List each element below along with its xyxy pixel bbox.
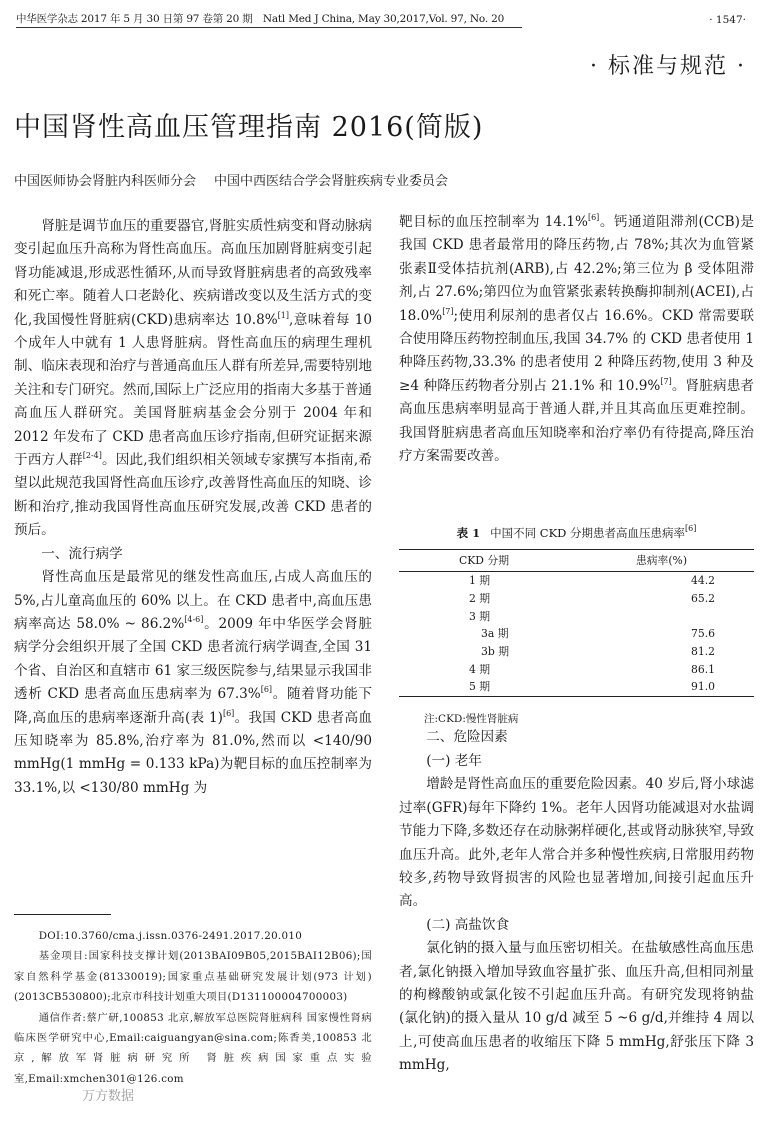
section-tag: · 标准与规范 · (590, 54, 746, 79)
article-title: 中国肾性高血压管理指南 2016(简版) (14, 112, 484, 143)
section-heading-risk-factors: 二、危险因素 (426, 729, 508, 746)
epidemiology-paragraph: 肾性高血压是最常见的继发性高血压,占成人高血压的 5%,占儿童高血压的 60% 以上。在 CKD 患者中,高血压患病率高达 58.0% ~ 86.2%[4-6]。2009 年中华医学会肾脏病学分会组织开展了全国 CKD 患者流行病学调查,全国 31 个省、自治区和直辖市 61 家三级医院参与,结果显示我国非透析 CKD 患者高血压患病率为 67.3%[6]。随着肾功能下降,高血压的患病率逐渐升高(表 1)[6]。我国 CKD 患者高血压知晓率为 85.8%,治疗率为 81.0%,然而以 <140/90 mmHg(1 mmHg = 0.133 kPa)为靶目标的血压控制率为 33.1%,以 <130/80 mmHg 为 (14, 569, 373, 796)
author-affiliations (14, 172, 448, 192)
column-header-stage: CKD 分期 (399, 550, 569, 572)
citation[interactable]: [7] (660, 376, 672, 386)
subheading-high-salt: (二) 高盐饮食 (426, 916, 510, 933)
table-row: 4 期 86.1 (469, 662, 716, 676)
running-header: 中华医学杂志 2017 年 5 月 30 日第 97 卷第 20 期 Natl Med J China, May 30,2017,Vol. 97, No. 20 (16, 12, 522, 28)
footnotes (14, 926, 372, 1089)
left-column (14, 215, 372, 800)
table-row: 1 期 44.2 (469, 574, 716, 588)
funding-note: 基金项目:国家科技支撑计划(2013BAI09B05,2015BAI12B06);国家自然科学基金(81330019);国家重点基础研究发展计划(973 计划)(2013CB530800);北京市科技计划重大项目(D131100004700003) (14, 950, 372, 1004)
table-row: 3b 期 81.2 (481, 645, 716, 659)
citation[interactable]: [4-6] (184, 614, 204, 624)
high-salt-paragraph: 氯化钠的摄入量与血压密切相关。在盐敏感性高血压患者,氯化钠摄入增加导致血容量扩张、血压升高,但相同剂量的枸橼酸钠或氯化铵不引起血压升高。有研究发现将钠盐(氯化钠)的摄入量从 10 g/d 减至 5 ~6 g/d,并维持 4 周以上,可使高血压患者的收缩压下降 5 mmHg,舒张压下降 3 mmHg, (399, 940, 754, 1074)
footnote-divider (14, 914, 111, 915)
table-row: 3 期 (469, 609, 491, 623)
column-header-prevalence: 患病率(%) (569, 550, 754, 572)
citation[interactable]: [6] (685, 524, 697, 533)
citation[interactable]: [1] (277, 310, 290, 320)
doi[interactable]: DOI:10.3760/cma.j.issn.0376-2491.2017.20.010 (38, 930, 303, 942)
ckd-hypertension-table (399, 549, 754, 697)
author-org-1: 中国医师协会肾脏内科医师分会 (14, 174, 197, 189)
intro-paragraph: 肾脏是调节血压的重要器官,肾脏实质性病变和肾动脉病变引起血压升高称为肾性高血压。高血压加剧肾脏病变引起肾功能减退,形成恶性循环,从而导致肾脏病患者的高致残率和死亡率。随着人口老龄化、疾病谱改变以及生活方式的变化,我国慢性肾脏病(CKD)患病率达 10.8%[1],意味着每 10 个成年人中就有 1 人患肾脏病。肾性高血压的病理生理机制、临床表现和治疗与普通高血压人群有所差异,需要特别地关注和专门研究。然而,国际上广泛应用的指南大多基于普通高血压人群研究。美国肾脏病基金会分别于 2004 年和 2012 年发布了 CKD 患者高血压诊疗指南,但研究证据来源于西方人群[2-4]。因此,我们组织相关领域专家撰写本指南,希望以此规范我国肾性高血压诊疗,改善肾性高血压的知晓、诊断和治疗,推动我国肾性高血压研究发展,改善 CKD 患者的预后。 (14, 218, 372, 539)
page-number: · 1547· (709, 14, 746, 26)
table-note: 注:CKD:慢性肾脏病 (424, 713, 519, 725)
citation[interactable]: [6] (587, 213, 600, 222)
table-caption: 表 1 中国不同 CKD 分期患者高血压患病率[6] (456, 524, 697, 540)
correspondence-note: 通信作者:蔡广研,100853 北京,解放军总医院肾脏病科 国家慢性肾病临床医学研究中心,Email:caiguangyan@sina.com;陈香美,100853 北京,解放军肾脏病研究所 肾脏疾病国家重点实验室,Email:xmchen301@126.com (14, 1011, 372, 1085)
citation[interactable]: [6] (260, 685, 273, 695)
subheading-elderly: (一) 老年 (426, 752, 482, 769)
citation[interactable]: [2-4] (82, 451, 102, 461)
continued-paragraph: 靶目标的血压控制率为 14.1%[6]。钙通道阻滞剂(CCB)是我国 CKD 患者最常用的降压药物,占 78%;其次为血管紧张素Ⅱ受体拮抗剂(ARB),占 42.2%;第三位为 β 受体阻滞剂,占 27.6%;第四位为血管紧张素转换酶抑制剂(ACEI),占 18.0%[7];使用利尿剂的患者仅占 16.6%。CKD 常需要联合使用降压药物控制血压,我国 34.7% 的 CKD 患者使用 1 种降压药物,33.3% 的患者使用 2 种降压药物,使用 3 种及 ≥4 种降压药物者分别占 21.1% 和 10.9%[7]。肾脏病患者高血压患病率明显高于普通人群,并且其高血压更难控制。我国肾脏病患者高血压知晓率和治疗率仍有待提高,降压治疗方案需要改善。 (399, 213, 755, 465)
elderly-paragraph: 增龄是肾性高血压的重要危险因素。40 岁后,肾小球滤过率(GFR)每年下降约 1%。老年人因肾功能减退对水盐调节能力下降,多数还存在动脉粥样硬化,甚或肾动脉狭窄,导致血压升高。此外,老年人常合并多种慢性疾病,日常服用药物较多,药物导致肾损害的风险也显著增加,间接引起血压升高。 (399, 776, 754, 910)
table-row: 3a 期 75.6 (481, 627, 716, 641)
citation[interactable]: [7] (442, 306, 454, 316)
citation[interactable]: [6] (222, 708, 235, 718)
table-row: 5 期 91.0 (399, 678, 754, 696)
author-org-2: 中国中西医结合学会肾脏疾病专业委员会 (214, 174, 449, 189)
table-label: 表 1 (456, 526, 481, 540)
watermark: 万方数据 (82, 1089, 135, 1104)
section-heading-epidemiology: 一、流行病学 (41, 545, 123, 562)
table-row: 2 期 65.2 (469, 592, 716, 606)
